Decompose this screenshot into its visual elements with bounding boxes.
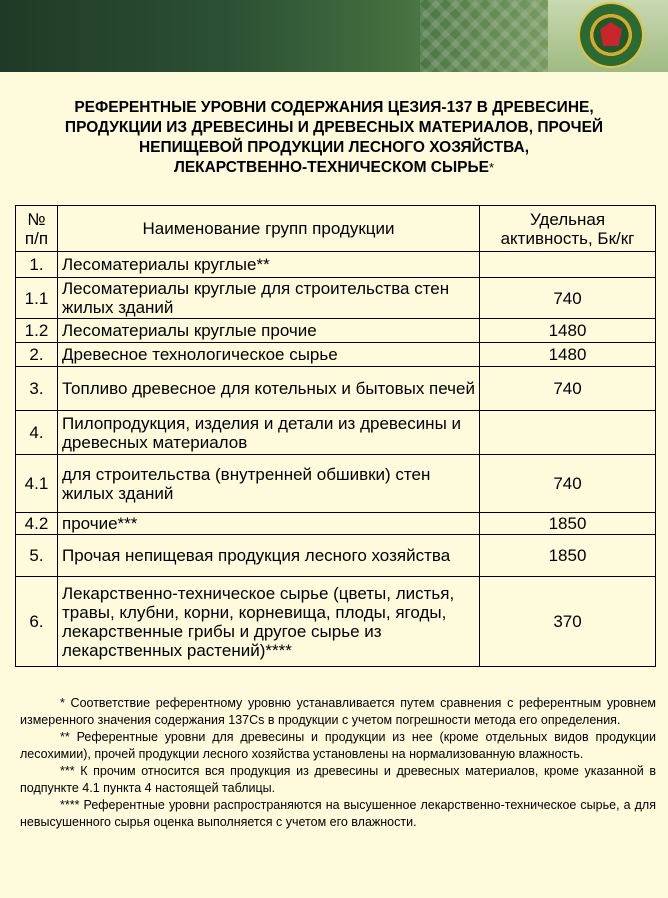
table-row	[16, 411, 656, 455]
cell-value: 740	[480, 278, 656, 319]
cell-name: Лекарственно-техническое сырье (цветы, листья, травы, клубни, корни, корневища, плоды, ягоды, лекарственные грибы и другое сырье из лекарственных растений)****	[58, 577, 480, 667]
cell-name: Топливо древесное для котельных и бытовых печей	[58, 367, 480, 411]
reference-levels-table	[15, 205, 656, 667]
table-row	[16, 367, 656, 411]
cell-num: 4.1	[16, 455, 58, 513]
table-header-row	[16, 206, 656, 252]
cell-value: 370	[480, 577, 656, 667]
cell-value: 1850	[480, 535, 656, 577]
cell-value	[480, 252, 656, 278]
table-row	[16, 319, 656, 343]
table-row	[16, 278, 656, 319]
cell-num: 3.	[16, 367, 58, 411]
cell-name: Пилопродукция, изделия и детали из древесины и древесных материалов	[58, 411, 480, 455]
cell-value: 1850	[480, 513, 656, 535]
cell-name: Прочая непищевая продукция лесного хозяйства	[58, 535, 480, 577]
footnote-2: ** Референтные уровни для древесины и продукции из нее (кроме отдельных видов продукции лесохимии), прочей продукции лесного хозяйства установлены на нормализованную влажность.	[20, 730, 656, 761]
table-row	[16, 513, 656, 535]
cell-num: 2.	[16, 343, 58, 367]
cell-num: 6.	[16, 577, 58, 667]
header-name: Наименование групп продукции	[58, 206, 480, 252]
cell-value: 740	[480, 455, 656, 513]
footnote-1: * Соответствие референтному уровню устанавливается путем сравнения с референтным уровнем измеренного значения содержания 137Cs в продукции с учетом погрешности метода его определения.	[20, 696, 656, 727]
footnote-3: *** К прочим относится вся продукция из древесины и древесных материалов, кроме указанной в подпункте 4.1 пункта 4 настоящей таблицы.	[20, 764, 656, 795]
cell-name: Древесное технологическое сырье	[58, 343, 480, 367]
header-num: № п/п	[16, 206, 58, 252]
cell-num: 5.	[16, 535, 58, 577]
emblem-shield-icon	[600, 22, 622, 46]
table-row	[16, 577, 656, 667]
cell-value	[480, 411, 656, 455]
header-value: Удельная активность, Бк/кг	[480, 206, 656, 252]
cell-value: 740	[480, 367, 656, 411]
cell-num: 4.2	[16, 513, 58, 535]
cell-name: Лесоматериалы круглые прочие	[58, 319, 480, 343]
table-row	[16, 535, 656, 577]
footnotes	[20, 695, 656, 831]
page-title	[40, 98, 628, 178]
footnote-4: **** Референтные уровни распространяются на высушенное лекарственно-техническое сырье, а для невысушенного сырья оценка выполняется с учетом его влажности.	[20, 798, 656, 829]
cell-value: 1480	[480, 343, 656, 367]
table-row	[16, 343, 656, 367]
cell-num: 1.2	[16, 319, 58, 343]
cell-value: 1480	[480, 319, 656, 343]
title-line-3: НЕПИЩЕВОЙ ПРОДУКЦИИ ЛЕСНОГО ХОЗЯЙСТВА,	[138, 139, 530, 156]
cell-name: прочие***	[58, 513, 480, 535]
cell-num: 1.	[16, 252, 58, 278]
cell-num: 1.1	[16, 278, 58, 319]
title-line-2: ПРОДУКЦИИ ИЗ ДРЕВЕСИНЫ И ДРЕВЕСНЫХ МАТЕРИАЛОВ, ПРОЧЕЙ	[64, 119, 604, 136]
header-banner	[0, 0, 668, 72]
forestry-emblem-icon	[580, 4, 642, 66]
cell-name: для строительства (внутренней обшивки) стен жилых зданий	[58, 455, 480, 513]
cell-name: Лесоматериалы круглые**	[58, 252, 480, 278]
title-line-1: РЕФЕРЕНТНЫЕ УРОВНИ СОДЕРЖАНИЯ ЦЕЗИЯ-137 В ДРЕВЕСИНЕ,	[74, 99, 594, 116]
title-line-4	[40, 158, 628, 178]
table-body	[16, 252, 656, 667]
title-line-4-text: ЛЕКАРСТВЕННО-ТЕХНИЧЕСКОМ СЫРЬЕ	[173, 159, 489, 176]
table-row	[16, 252, 656, 278]
cell-num: 4.	[16, 411, 58, 455]
cell-name: Лесоматериалы круглые для строительства стен жилых зданий	[58, 278, 480, 319]
table-row	[16, 455, 656, 513]
title-footnote-mark: *	[489, 160, 495, 175]
